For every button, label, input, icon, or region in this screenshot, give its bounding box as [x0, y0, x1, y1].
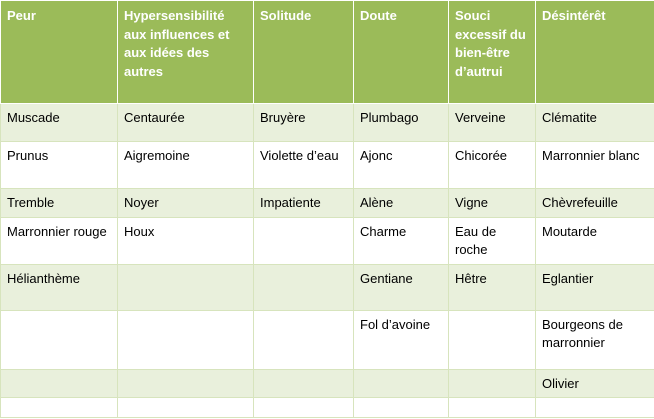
- table-cell: [449, 369, 536, 398]
- table-row: [1, 142, 654, 189]
- table-cell: [118, 398, 254, 418]
- table-row: [1, 104, 654, 142]
- table-cell: Bruyère: [254, 104, 354, 142]
- table-cell: Verveine: [449, 104, 536, 142]
- table-cell: [449, 398, 536, 418]
- table-cell: [118, 369, 254, 398]
- table-cell: Bourgeons de marronnier: [536, 310, 654, 369]
- header-souci: Souci excessif du bien-être d’autrui: [449, 1, 536, 104]
- table-row: [1, 398, 654, 418]
- table-cell: [354, 398, 449, 418]
- table-cell: Tremble: [1, 189, 118, 218]
- header-peur: Peur: [1, 1, 118, 104]
- table-cell: [254, 369, 354, 398]
- table-cell: Hélianthème: [1, 264, 118, 310]
- table-row: [1, 189, 654, 218]
- header-doute: Doute: [354, 1, 449, 104]
- header-hypersensibilite: Hypersensibilité aux influences et aux idées des autres: [118, 1, 254, 104]
- table-cell: Eau de roche: [449, 217, 536, 264]
- table-cell: Charme: [354, 217, 449, 264]
- header-row: [1, 1, 654, 104]
- table-row: [1, 369, 654, 398]
- table-cell: Centaurée: [118, 104, 254, 142]
- table-row: [1, 217, 654, 264]
- table-cell: Moutarde: [536, 217, 654, 264]
- table-cell: [254, 310, 354, 369]
- table-cell: [118, 310, 254, 369]
- table-cell: Ajonc: [354, 142, 449, 189]
- table-cell: [536, 398, 654, 418]
- table-cell: Prunus: [1, 142, 118, 189]
- table-row: [1, 264, 654, 310]
- table-cell: [118, 264, 254, 310]
- table-cell: Eglantier: [536, 264, 654, 310]
- table-cell: Clématite: [536, 104, 654, 142]
- table-cell: Chicorée: [449, 142, 536, 189]
- table-cell: [254, 264, 354, 310]
- table-cell: Olivier: [536, 369, 654, 398]
- table-cell: Plumbago: [354, 104, 449, 142]
- table-cell: [1, 398, 118, 418]
- table-row: [1, 310, 654, 369]
- table-cell: [254, 398, 354, 418]
- table-cell: [354, 369, 449, 398]
- table-cell: Aigremoine: [118, 142, 254, 189]
- header-solitude: Solitude: [254, 1, 354, 104]
- table-cell: Violette d’eau: [254, 142, 354, 189]
- table-cell: [1, 369, 118, 398]
- table-cell: Hêtre: [449, 264, 536, 310]
- table-cell: Marronnier rouge: [1, 217, 118, 264]
- table-cell: Noyer: [118, 189, 254, 218]
- table-cell: Marronnier blanc: [536, 142, 654, 189]
- header-desinteret: Désintérêt: [536, 1, 654, 104]
- table-cell: Vigne: [449, 189, 536, 218]
- table-cell: Gentiane: [354, 264, 449, 310]
- table-cell: Alène: [354, 189, 449, 218]
- table-cell: Impatiente: [254, 189, 354, 218]
- table-cell: [449, 310, 536, 369]
- table-cell: Muscade: [1, 104, 118, 142]
- table-cell: [1, 310, 118, 369]
- table-cell: Fol d’avoine: [354, 310, 449, 369]
- table-cell: Houx: [118, 217, 254, 264]
- table-cell: Chèvrefeuille: [536, 189, 654, 218]
- table-cell: [254, 217, 354, 264]
